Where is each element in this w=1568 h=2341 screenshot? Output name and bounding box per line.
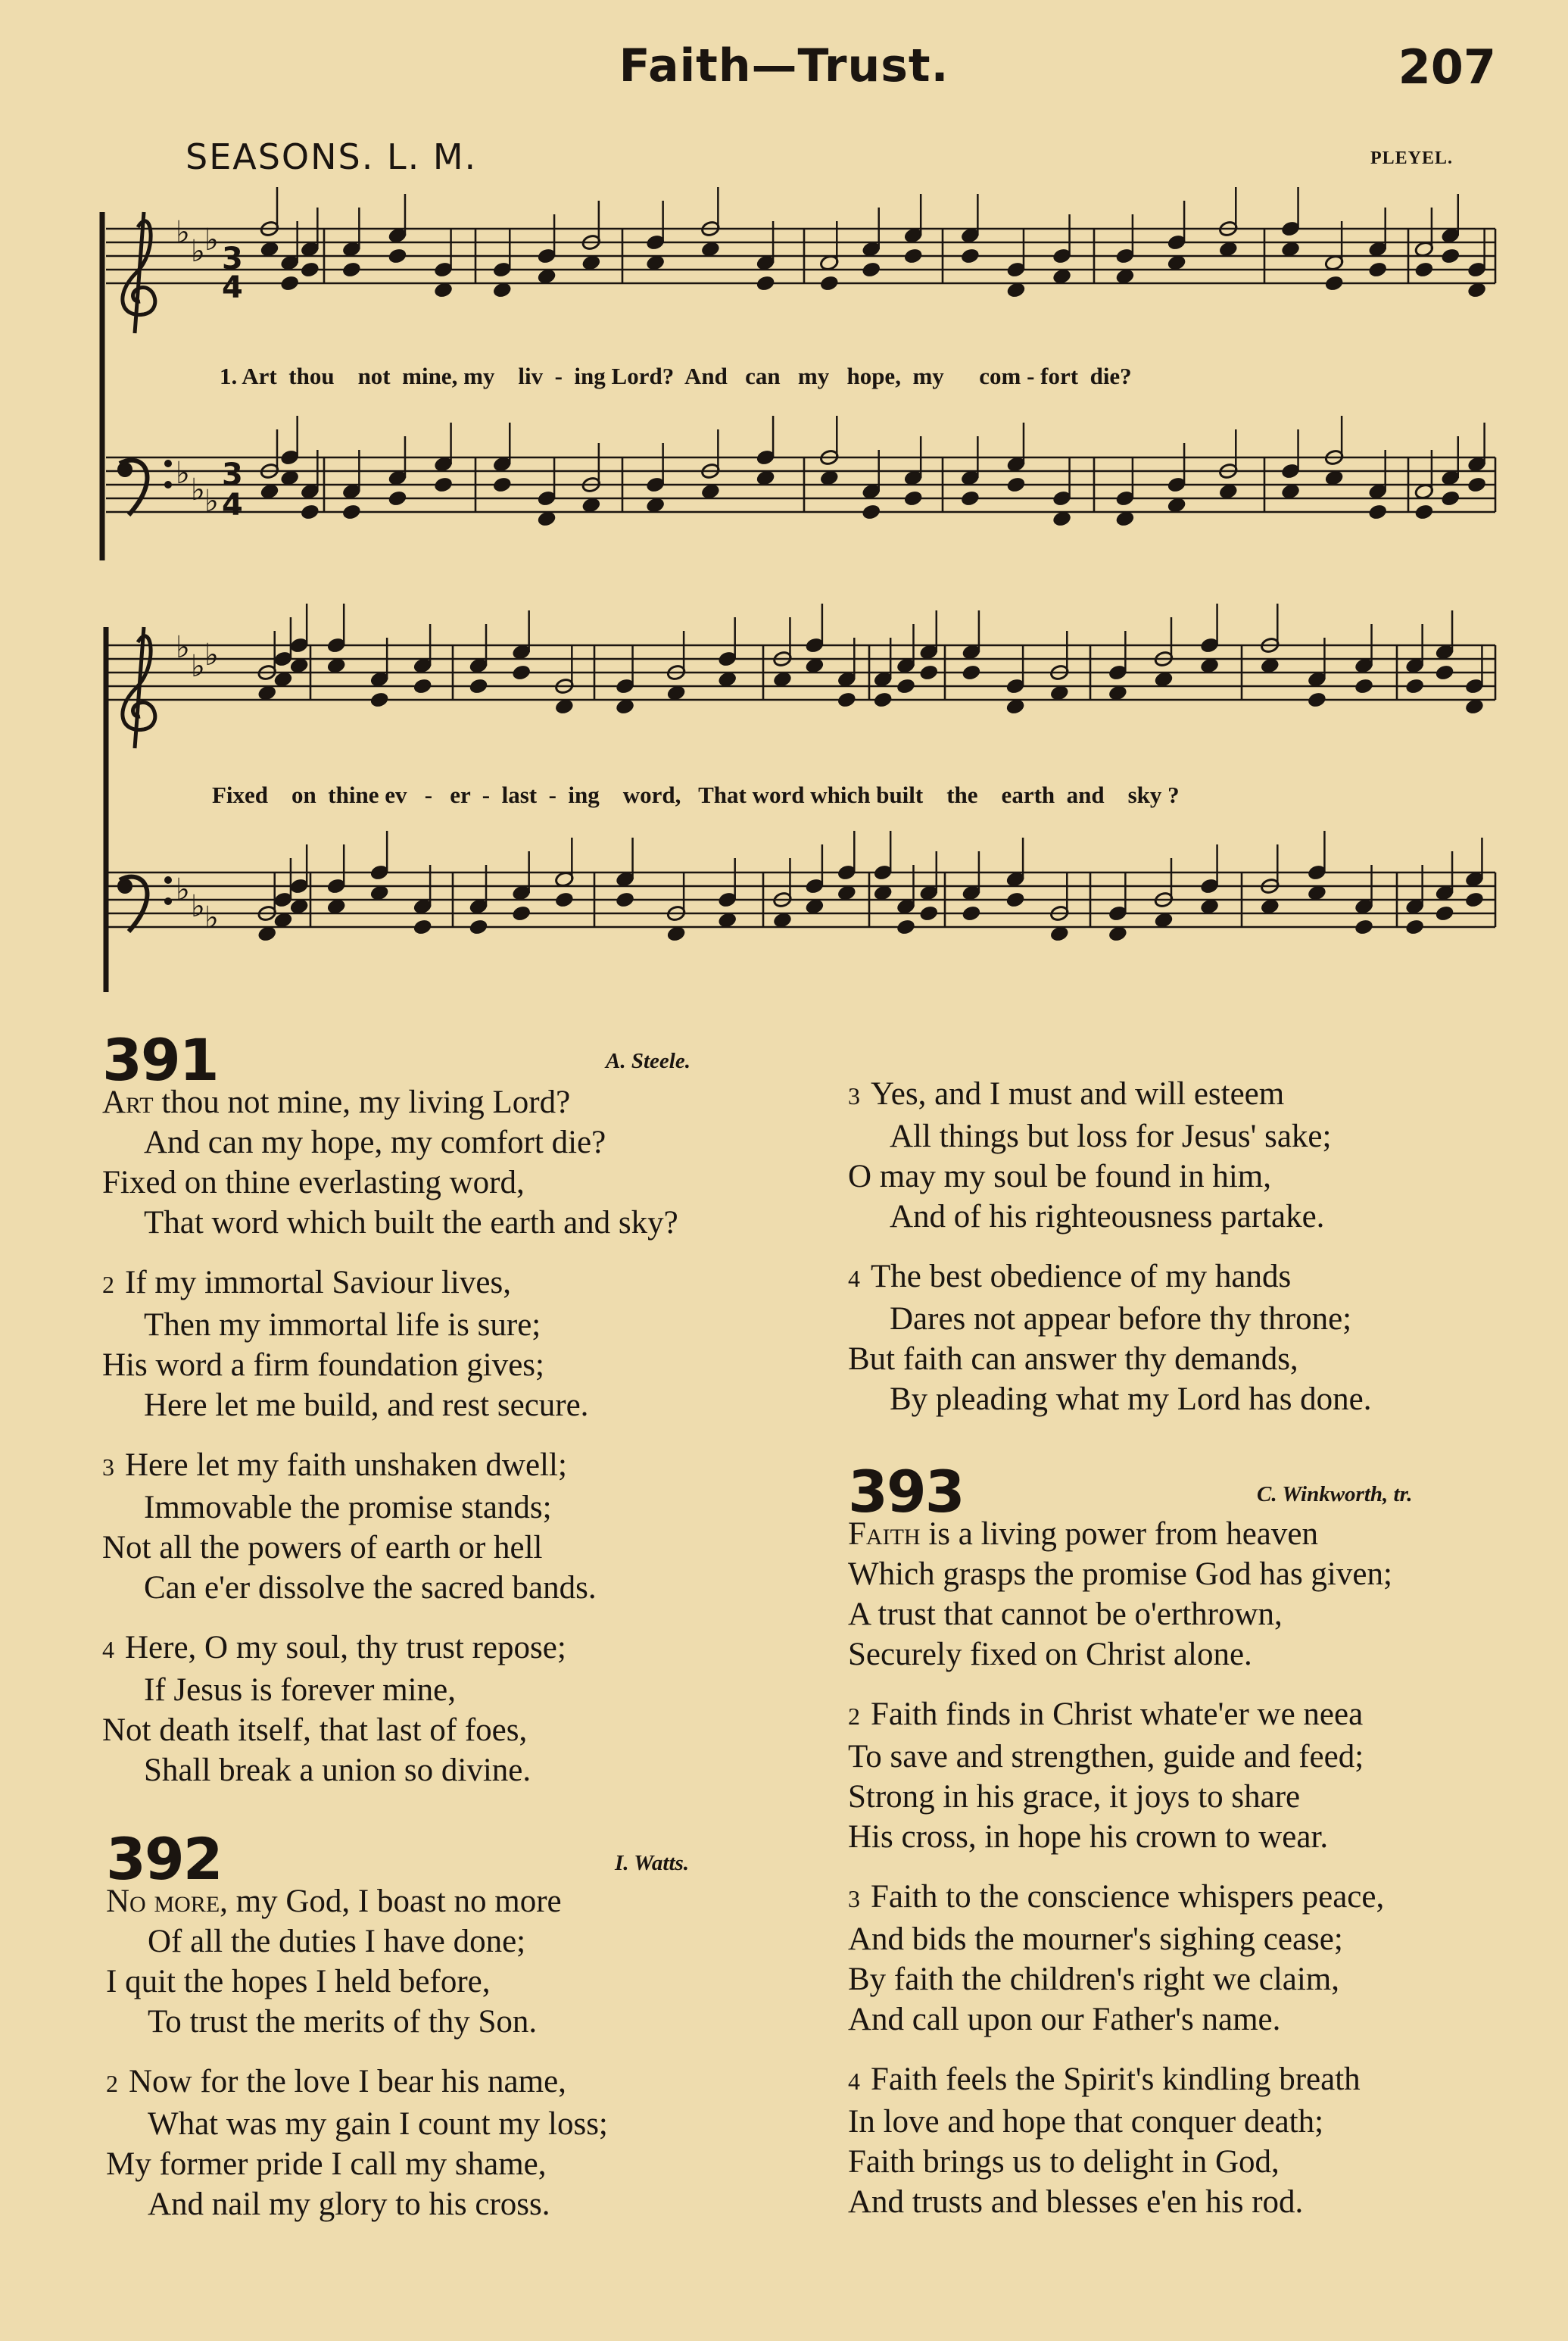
- verse-4: [102, 1628, 806, 1790]
- note-head: [862, 504, 881, 521]
- verse-number: 3: [848, 1885, 860, 1912]
- hymn-author: C. Winkworth, tr.: [1257, 1482, 1413, 1506]
- note-head: [896, 919, 915, 936]
- note-head: [413, 678, 432, 695]
- note-head: [960, 490, 980, 507]
- hymn-number: 392: [106, 1825, 222, 1893]
- music-score: [0, 0, 1568, 1015]
- note-head: [1467, 476, 1487, 494]
- note-head: [862, 261, 881, 279]
- verse-line: In love and hope that conquer death;: [848, 2104, 1324, 2140]
- verse-3: [102, 1445, 806, 1608]
- svg-text:♭: ♭: [191, 234, 205, 269]
- note-head: [903, 248, 923, 265]
- verse-line: my God, I boast no more: [227, 1884, 562, 1919]
- verse-line: By pleading what my Lord has done.: [890, 1381, 1372, 1417]
- svg-text:♭: ♭: [191, 889, 205, 924]
- verse-line: All things but loss for Jesus' sake;: [890, 1119, 1332, 1154]
- verse-4: [848, 1256, 1529, 1419]
- verse-line: If Jesus is forever mine,: [144, 1672, 456, 1708]
- note-head: [919, 664, 939, 682]
- verse-line: Dares not appear before thy throne;: [890, 1301, 1352, 1337]
- note-head: [1405, 678, 1425, 695]
- verse-line: Faith finds in Christ whate'er we neea: [871, 1696, 1364, 1732]
- verse-line: O may my soul be found in him,: [848, 1159, 1271, 1194]
- verse-first-word: No more,: [106, 1884, 228, 1919]
- verse-line: Fixed on thine everlasting word,: [102, 1165, 525, 1200]
- hymn-author: A. Steele.: [606, 1049, 690, 1073]
- svg-text:♭: ♭: [204, 901, 219, 935]
- note-head: [960, 248, 980, 265]
- verse-line: I quit the hopes I held before,: [106, 1964, 491, 1999]
- verse-line: Faith brings us to delight in God,: [848, 2144, 1280, 2180]
- note-head: [388, 490, 407, 507]
- verse-line: If my immortal Saviour lives,: [125, 1265, 511, 1300]
- verse-line: Here, O my soul, thy trust repose;: [125, 1630, 566, 1665]
- verse-line: And nail my glory to his cross.: [148, 2186, 550, 2222]
- verse-number: 4: [848, 2068, 860, 2095]
- note-head: [469, 919, 488, 936]
- verse-line: Then my immortal life is sure;: [144, 1307, 541, 1343]
- verse-line: Here let me build, and rest secure.: [144, 1387, 589, 1423]
- lyrics-line-1: 1. Art thou not mine, my liv - ing Lord? And can my hope, my com - fort die?: [220, 363, 1132, 389]
- verse-line: To save and strengthen, guide and feed;: [848, 1739, 1364, 1774]
- note-head: [1441, 248, 1460, 265]
- note-head: [434, 476, 454, 494]
- note-head: [1354, 678, 1373, 695]
- svg-text:3: 3: [222, 457, 243, 492]
- note-head: [819, 275, 839, 292]
- verse-line: Not all the powers of earth or hell: [102, 1530, 543, 1565]
- note-head: [1435, 905, 1454, 922]
- verse-1: [102, 1082, 806, 1243]
- svg-text:♭: ♭: [176, 215, 190, 250]
- note-head: [341, 504, 361, 521]
- note-head: [1005, 891, 1025, 909]
- note-head: [512, 664, 531, 682]
- hymn-392: [106, 1825, 810, 2224]
- svg-text:♭: ♭: [204, 223, 219, 258]
- key-signature-flats: [176, 215, 219, 935]
- note-head: [300, 504, 320, 521]
- note-head: [1368, 504, 1388, 521]
- verse-3: [848, 1074, 1529, 1237]
- note-head: [896, 678, 915, 695]
- verse-number: 4: [102, 1636, 114, 1663]
- verse-line: Which grasps the promise God has given;: [848, 1556, 1392, 1592]
- svg-text:3: 3: [222, 242, 243, 276]
- hymn-author: I. Watts.: [615, 1851, 690, 1875]
- note-head: [1414, 261, 1434, 279]
- note-head: [341, 261, 361, 279]
- note-head: [756, 275, 775, 292]
- page-title: Faith—Trust.: [619, 39, 949, 92]
- page-number: 207: [1398, 39, 1496, 95]
- verse-line: What was my gain I count my loss;: [148, 2106, 608, 2142]
- lyrics-line-2: Fixed on thine ev - er - last - ing word, That word which built the earth and sky ?: [212, 782, 1180, 808]
- note-head: [1006, 476, 1026, 494]
- verse-number: 2: [102, 1271, 114, 1298]
- hymn-number: 391: [102, 1026, 218, 1094]
- svg-text:4: 4: [222, 488, 243, 523]
- verse-line: Immovable the promise stands;: [144, 1490, 552, 1525]
- verse-2: [106, 2062, 810, 2224]
- note-head: [1324, 275, 1344, 292]
- verse-number: 2: [106, 2070, 118, 2097]
- svg-text:♭: ♭: [176, 456, 190, 491]
- note-head: [388, 248, 407, 265]
- note-head: [1307, 691, 1326, 709]
- note-head: [1405, 919, 1425, 936]
- note-head: [1435, 664, 1454, 682]
- note-head: [512, 905, 531, 922]
- verse-number: 2: [848, 1703, 860, 1730]
- note-head: [962, 905, 981, 922]
- verse-line: Not death itself, that last of foes,: [102, 1712, 528, 1748]
- verse-line: Yes, and I must and will esteem: [871, 1076, 1285, 1112]
- svg-text:♭: ♭: [176, 630, 190, 665]
- verse-4: [848, 2059, 1529, 2222]
- verse-line: By faith the children's right we claim,: [848, 1962, 1339, 1997]
- note-head: [413, 919, 432, 936]
- note-head: [1464, 891, 1484, 909]
- verse-line: The best obedience of my hands: [871, 1259, 1292, 1294]
- verse-line: His cross, in hope his crown to wear.: [848, 1819, 1329, 1855]
- svg-text:♭: ♭: [191, 649, 205, 684]
- verse-line: A trust that cannot be o'erthrown,: [848, 1597, 1283, 1632]
- verse-line: That word which built the earth and sky?: [144, 1205, 678, 1241]
- verse-line: And bids the mourner's sighing cease;: [848, 1921, 1343, 1957]
- note-head: [492, 476, 512, 494]
- verse-first-word: Art: [102, 1085, 154, 1120]
- verse-line: Faith to the conscience whispers peace,: [871, 1879, 1385, 1915]
- note-head: [369, 691, 389, 709]
- hymn-number: 393: [848, 1458, 964, 1525]
- note-head: [469, 678, 488, 695]
- verse-line: And of his righteousness partake.: [890, 1199, 1325, 1234]
- hymn-391: [102, 1026, 806, 1790]
- verse-line: His word a firm foundation gives;: [102, 1347, 544, 1383]
- verse-line: And trusts and blesses e'en his rod.: [848, 2184, 1304, 2220]
- svg-text:♭: ♭: [176, 872, 190, 907]
- note-head: [837, 691, 856, 709]
- note-head: [300, 261, 320, 279]
- note-head: [280, 275, 300, 292]
- svg-text:♭: ♭: [191, 473, 205, 507]
- verse-1: [106, 1881, 810, 2042]
- verse-line: My former pride I call my shame,: [106, 2146, 547, 2182]
- verse-line: Here let my faith unshaken dwell;: [125, 1447, 567, 1483]
- verse-3: [848, 1877, 1529, 2040]
- verse-line: Can e'er dissolve the sacred bands.: [144, 1570, 597, 1606]
- verse-line: Faith feels the Spirit's kindling breath: [871, 2062, 1361, 2097]
- verse-number: 4: [848, 1265, 860, 1292]
- note-head: [1354, 919, 1373, 936]
- verse-line: Securely fixed on Christ alone.: [848, 1637, 1252, 1672]
- verse-line: To trust the merits of thy Son.: [148, 2004, 538, 2040]
- note-head: [873, 691, 893, 709]
- note-head: [1368, 261, 1388, 279]
- verse-line: And call upon our Father's name.: [848, 2002, 1281, 2037]
- verse-2: [848, 1694, 1529, 1857]
- note-head: [903, 490, 923, 507]
- tune-composer: PLEYEL.: [1370, 148, 1453, 168]
- verse-line: But faith can answer thy demands,: [848, 1341, 1298, 1377]
- verse-line: Now for the love I bear his name,: [129, 2064, 566, 2099]
- verse-line: is a living power from heaven: [920, 1516, 1318, 1552]
- note-head: [615, 891, 634, 909]
- tune-name: SEASONS. L. M.: [185, 136, 478, 177]
- note-head: [962, 664, 981, 682]
- hymn-392-continued: [848, 1074, 1529, 1419]
- note-head: [554, 891, 574, 909]
- hymn-393: [848, 1458, 1529, 2222]
- verse-2: [102, 1263, 806, 1425]
- note-head: [1414, 504, 1434, 521]
- verse-line: And can my hope, my comfort die?: [144, 1125, 606, 1160]
- note-head: [919, 905, 939, 922]
- verse-number: 3: [102, 1453, 114, 1481]
- verse-first-word: Faith: [848, 1516, 921, 1552]
- verse-1: [848, 1514, 1529, 1675]
- svg-text:♭: ♭: [204, 484, 219, 519]
- svg-text:♭: ♭: [204, 638, 219, 673]
- verse-line: thou not mine, my living Lord?: [153, 1085, 571, 1120]
- verse-line: Strong in his grace, it joys to share: [848, 1779, 1301, 1815]
- svg-text:4: 4: [222, 270, 243, 305]
- verse-line: Shall break a union so divine.: [144, 1753, 531, 1788]
- verse-number: 3: [848, 1082, 860, 1110]
- bass-clef-icon: [117, 460, 172, 932]
- verse-line: Of all the duties I have done;: [148, 1924, 526, 1959]
- treble-clef-icon: [123, 212, 155, 748]
- note-head: [1441, 490, 1460, 507]
